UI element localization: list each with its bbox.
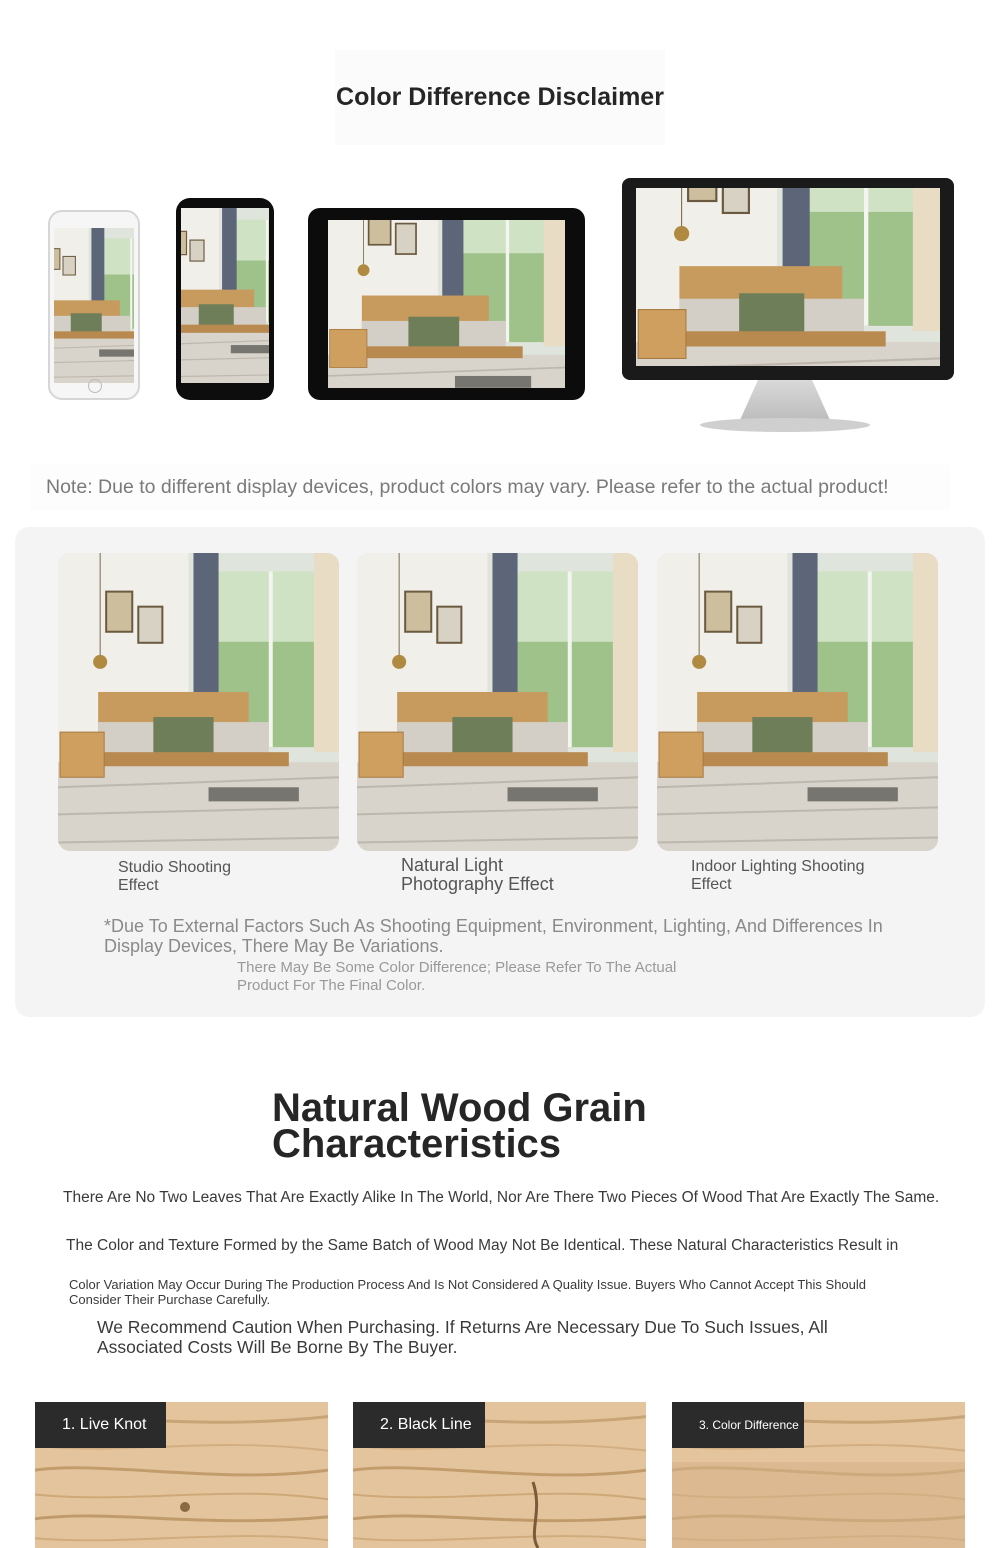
caption-line: Effect [118, 877, 159, 894]
caption-line: Effect [691, 876, 732, 893]
natural-light-photo [357, 553, 638, 851]
phone-black-device [176, 198, 274, 400]
black-line-tile [353, 1402, 646, 1548]
live-knot-tile [35, 1402, 328, 1548]
studio-photo [58, 553, 339, 851]
paragraph-line: Associated Costs Will Be Borne By The Buyer. [97, 1337, 458, 1357]
wood-title [272, 1086, 712, 1166]
wood-title-line: Natural Wood Grain [272, 1086, 647, 1130]
color-difference-label: 3. Color Difference [672, 1402, 804, 1448]
paragraph-line: Color Variation May Occur During The Production Process And Is Not Considered A Quality Issue. Buyers Who Cannot Accept This Should [69, 1277, 867, 1292]
wood-paragraph-2: The Color and Texture Formed by the Same Batch of Wood May Not Be Identical. These Natural Characteristics Result in [66, 1237, 899, 1254]
color-difference-tile [672, 1402, 965, 1548]
caption-line: Natural Light [401, 855, 504, 875]
monitor-base [700, 418, 870, 432]
caption-line: Photography Effect [401, 874, 554, 894]
wood-title-line: Characteristics [272, 1122, 562, 1166]
phone-white-device [48, 210, 140, 400]
paragraph-line: We Recommend Caution When Purchasing. If Returns Are Necessary Due To Such Issues, All [97, 1317, 828, 1337]
disclaimer-title: Color Difference Disclaimer [335, 50, 665, 145]
indoor-lighting-photo [657, 553, 938, 851]
indoor-lighting-caption [691, 858, 864, 894]
paragraph-line: Consider Their Purchase Carefully. [69, 1292, 271, 1307]
desktop-monitor-device [622, 178, 954, 380]
display-note: Note: Due to different display devices, product colors may vary. Please refer to the actual product! [30, 465, 950, 510]
variation-line: Display Devices, There May Be Variations. [104, 936, 444, 956]
refer-note [237, 959, 757, 995]
refer-line: There May Be Some Color Difference; Please Refer To The Actual [237, 959, 677, 976]
caption-line: Indoor Lighting Shooting [691, 858, 865, 875]
caption-line: Studio Shooting [118, 859, 231, 876]
black-line-label: 2. Black Line [353, 1402, 485, 1448]
natural-light-caption [401, 856, 554, 894]
wood-paragraph-1: There Are No Two Leaves That Are Exactly Alike In The World, Nor Are There Two Pieces Of Wood That Are Exactly The Same. [63, 1189, 940, 1206]
studio-caption [118, 859, 231, 895]
variation-note [104, 916, 894, 956]
monitor-stand [740, 380, 830, 420]
tablet-device [308, 208, 585, 400]
live-knot-label: 1. Live Knot [35, 1402, 166, 1448]
variation-line: *Due To External Factors Such As Shooting Equipment, Environment, Lighting, And Differences In [104, 916, 883, 936]
wood-paragraph-4 [97, 1317, 828, 1357]
refer-line: Product For The Final Color. [237, 977, 426, 994]
wood-paragraph-3 [69, 1277, 866, 1307]
